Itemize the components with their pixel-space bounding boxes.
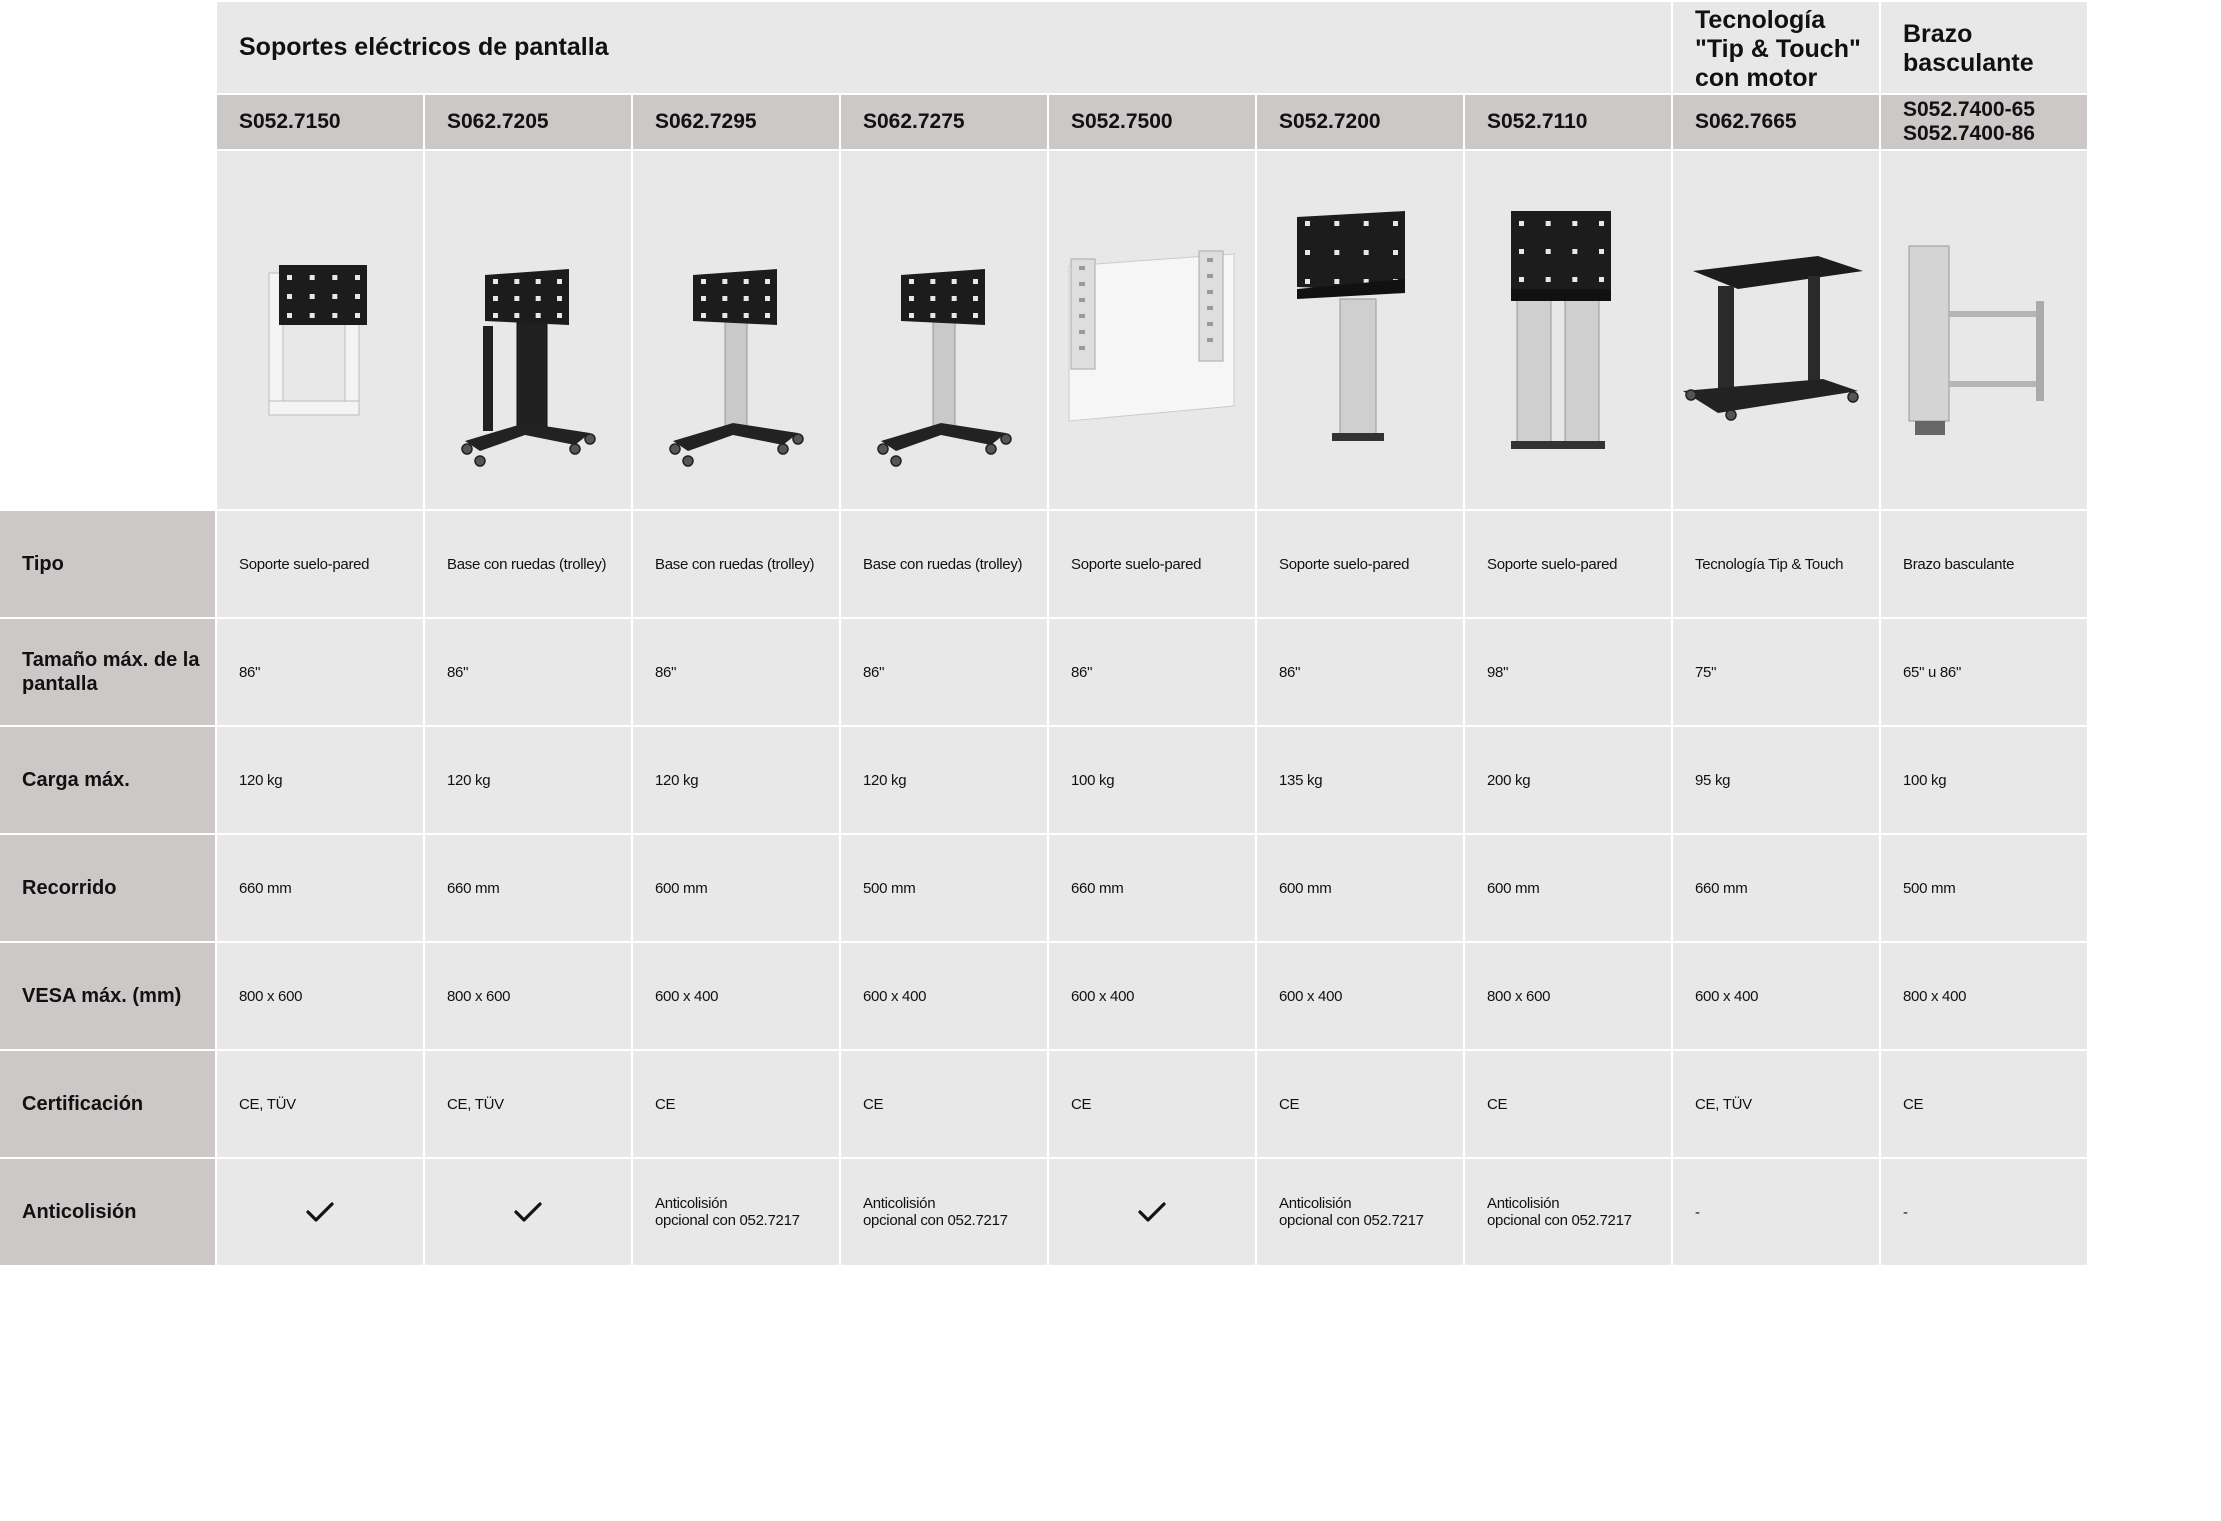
spec-value: [1673, 619, 1879, 725]
product-image: [425, 151, 631, 509]
spec-value: [1465, 619, 1671, 725]
group-header-label: Soportes eléctricos de pantalla: [239, 33, 609, 61]
spec-value-text: CE: [1487, 1095, 1508, 1113]
trolley-stand-icon: [425, 151, 631, 509]
spec-value-text: 100 kg: [1903, 771, 1947, 789]
spec-value: [217, 1051, 423, 1157]
spec-value: [633, 511, 839, 617]
model-number: [1257, 95, 1463, 149]
spec-value: [841, 835, 1047, 941]
spec-value-text: 660 mm: [1071, 879, 1124, 897]
spec-value-text: Base con ruedas (trolley): [655, 555, 815, 573]
spec-value: [1881, 943, 2087, 1049]
row-label-text: VESA máx. (mm): [22, 985, 182, 1007]
spec-value: [1257, 511, 1463, 617]
spec-value-text: 800 x 600: [1487, 987, 1551, 1005]
spec-value: [1465, 1051, 1671, 1157]
spec-value: [1049, 619, 1255, 725]
spec-value: [1049, 1051, 1255, 1157]
spec-value: [1881, 727, 2087, 833]
spec-value-text: 600 mm: [1279, 879, 1332, 897]
spec-value: [1465, 511, 1671, 617]
spec-value-text: Anticolisión opcional con 052.7217: [655, 1195, 800, 1229]
spec-value: [217, 511, 423, 617]
spec-value-text: CE, TÜV: [447, 1095, 504, 1113]
model-number: [1049, 95, 1255, 149]
spec-value: [633, 619, 839, 725]
product-image: [633, 151, 839, 509]
spec-value: [1257, 835, 1463, 941]
spec-value: [1465, 727, 1671, 833]
product-image: [1673, 151, 1879, 509]
model-number: [425, 95, 631, 149]
spec-value-text: Anticolisión opcional con 052.7217: [1487, 1195, 1632, 1229]
spec-value-text: 200 kg: [1487, 771, 1531, 789]
spec-value-text: 86": [655, 663, 677, 681]
row-label: [0, 511, 215, 617]
spec-value: [1673, 511, 1879, 617]
spec-value-text: 500 mm: [1903, 879, 1956, 897]
row-label-text: Carga máx.: [22, 769, 130, 791]
spec-value-text: 86": [447, 663, 469, 681]
row-label-text: Tipo: [22, 553, 64, 575]
checkmark-cell: [425, 1159, 631, 1265]
group-header: [1881, 2, 2087, 93]
floor-wall-stand-icon: [217, 151, 423, 509]
model-number: [1673, 95, 1879, 149]
spec-value: [1257, 619, 1463, 725]
spec-value-text: 86": [1071, 663, 1093, 681]
model-number-label: S062.7295: [655, 110, 757, 133]
group-header-label: Brazo basculante: [1903, 20, 2034, 77]
spec-value-text: Base con ruedas (trolley): [863, 555, 1023, 573]
row-label-text: Recorrido: [22, 877, 117, 899]
row-label: [0, 1159, 215, 1265]
spec-value-text: 800 x 600: [239, 987, 303, 1005]
spec-value: [1881, 1159, 2087, 1265]
spec-value-text: 120 kg: [239, 771, 283, 789]
spec-value-text: 86": [863, 663, 885, 681]
product-image: [841, 151, 1047, 509]
model-number-label: S052.7150: [239, 110, 341, 133]
floor-wall-column-icon: [1257, 151, 1463, 509]
spec-value: [1257, 727, 1463, 833]
checkmark-cell: [217, 1159, 423, 1265]
model-number: [633, 95, 839, 149]
trolley-stand-icon: [633, 151, 839, 509]
model-number-label: S062.7275: [863, 110, 965, 133]
spec-value: [1673, 1159, 1879, 1265]
spec-value: [217, 943, 423, 1049]
spec-value-text: Brazo basculante: [1903, 555, 2015, 573]
spec-value: [841, 619, 1047, 725]
spec-value: [841, 727, 1047, 833]
spec-value-text: Anticolisión opcional con 052.7217: [1279, 1195, 1424, 1229]
spec-value-text: 600 x 400: [863, 987, 927, 1005]
model-number: [1465, 95, 1671, 149]
spec-value-text: 86": [239, 663, 261, 681]
model-number-label: S052.7200: [1279, 110, 1381, 133]
floor-wall-double-column-icon: [1465, 151, 1671, 509]
spec-value-text: 100 kg: [1071, 771, 1115, 789]
spec-value-text: 65" u 86": [1903, 663, 1961, 681]
spec-value: [1881, 511, 2087, 617]
spec-value-text: Soporte suelo-pared: [1279, 555, 1410, 573]
spec-value-text: Tecnología Tip & Touch: [1695, 555, 1844, 573]
spec-value: [1257, 1051, 1463, 1157]
spec-value: [1673, 943, 1879, 1049]
model-number: [841, 95, 1047, 149]
spec-value: [1049, 835, 1255, 941]
spec-value-text: 95 kg: [1695, 771, 1731, 789]
spec-value-text: CE: [863, 1095, 884, 1113]
spec-value: [1257, 1159, 1463, 1265]
product-image: [1257, 151, 1463, 509]
tip-touch-table-icon: [1673, 151, 1879, 509]
spec-value: [1049, 511, 1255, 617]
spec-value: [425, 727, 631, 833]
checkmark-icon: [305, 1200, 335, 1224]
spec-value: [633, 727, 839, 833]
spec-value: [425, 835, 631, 941]
product-image: [217, 151, 423, 509]
tilting-arm-icon: [1881, 151, 2087, 509]
spec-value: [1881, 1051, 2087, 1157]
spec-value-text: 600 x 400: [1279, 987, 1343, 1005]
spec-value-text: Base con ruedas (trolley): [447, 555, 607, 573]
model-number: [1881, 95, 2087, 149]
group-header: [217, 2, 1671, 93]
spec-value-text: Soporte suelo-pared: [1487, 555, 1618, 573]
spec-value: [841, 1159, 1047, 1265]
spec-value: [1465, 835, 1671, 941]
product-image: [1049, 151, 1255, 509]
checkmark-icon: [1137, 1200, 1167, 1224]
checkmark-icon: [513, 1200, 543, 1224]
model-number-label: S052.7500: [1071, 110, 1173, 133]
spec-value: [217, 835, 423, 941]
spec-value-text: CE: [1903, 1095, 1924, 1113]
row-label-text: Anticolisión: [22, 1201, 137, 1223]
product-image: [1465, 151, 1671, 509]
spec-value-text: CE: [1279, 1095, 1300, 1113]
spec-value: [217, 619, 423, 725]
row-label-text: Certificación: [22, 1093, 144, 1115]
spec-value-text: CE, TÜV: [1695, 1095, 1752, 1113]
spec-value-text: 660 mm: [447, 879, 500, 897]
group-header-label: Tecnología "Tip & Touch" con motor: [1695, 6, 1861, 92]
spec-value: [1881, 835, 2087, 941]
spec-value: [425, 943, 631, 1049]
spec-value-text: CE: [1071, 1095, 1092, 1113]
row-label: [0, 1051, 215, 1157]
row-label: [0, 835, 215, 941]
spec-value-text: CE, TÜV: [239, 1095, 296, 1113]
spec-value: [1049, 943, 1255, 1049]
product-image: [1881, 151, 2087, 509]
spec-value-text: 98": [1487, 663, 1509, 681]
spec-value-text: Anticolisión opcional con 052.7217: [863, 1195, 1008, 1229]
spec-value: [1673, 1051, 1879, 1157]
spec-value: [217, 727, 423, 833]
spec-value-text: 600 x 400: [655, 987, 719, 1005]
checkmark-cell: [1049, 1159, 1255, 1265]
model-number-label: S052.7110: [1487, 110, 1588, 133]
spec-value: [1049, 727, 1255, 833]
model-number-label: S062.7665: [1695, 110, 1797, 133]
spec-value: [425, 1051, 631, 1157]
spec-value-text: 120 kg: [863, 771, 907, 789]
spec-value-text: 500 mm: [863, 879, 916, 897]
spec-value: [425, 619, 631, 725]
spec-value-text: 800 x 400: [1903, 987, 1967, 1005]
spec-value-text: Soporte suelo-pared: [239, 555, 370, 573]
spec-value-text: -: [1903, 1203, 1908, 1221]
spec-value-text: 600 mm: [655, 879, 708, 897]
spec-value: [1673, 727, 1879, 833]
spec-value-text: 120 kg: [655, 771, 699, 789]
spec-value-text: 600 mm: [1487, 879, 1540, 897]
spec-value-text: 660 mm: [239, 879, 292, 897]
spec-value-text: 75": [1695, 663, 1717, 681]
spec-value-text: 660 mm: [1695, 879, 1748, 897]
spec-value: [1257, 943, 1463, 1049]
spec-value: [1881, 619, 2087, 725]
spec-value: [633, 943, 839, 1049]
spec-value: [841, 1051, 1047, 1157]
wall-lift-icon: [1049, 151, 1255, 509]
model-number: [217, 95, 423, 149]
spec-value-text: 800 x 600: [447, 987, 511, 1005]
spec-value-text: 120 kg: [447, 771, 491, 789]
trolley-stand-icon: [841, 151, 1047, 509]
spec-value-text: 600 x 400: [1071, 987, 1135, 1005]
row-label-text: Tamaño máx. de la pantalla: [22, 649, 200, 695]
spec-value-text: CE: [655, 1095, 676, 1113]
spec-value: [633, 835, 839, 941]
spec-value: [633, 1051, 839, 1157]
spec-value: [1465, 943, 1671, 1049]
spec-value-text: Soporte suelo-pared: [1071, 555, 1202, 573]
spec-value-text: 86": [1279, 663, 1301, 681]
model-number-label: S062.7205: [447, 110, 549, 133]
spec-value: [1673, 835, 1879, 941]
group-header: [1673, 2, 1879, 93]
row-label: [0, 727, 215, 833]
row-label: [0, 619, 215, 725]
spec-value: [841, 943, 1047, 1049]
spec-value: [633, 1159, 839, 1265]
spec-value-text: 135 kg: [1279, 771, 1323, 789]
spec-value-text: -: [1695, 1203, 1700, 1221]
spec-value: [1465, 1159, 1671, 1265]
spec-value-text: 600 x 400: [1695, 987, 1759, 1005]
model-number-label: S052.7400-65 S052.7400-86: [1903, 98, 2035, 145]
spec-value: [841, 511, 1047, 617]
spec-value: [425, 511, 631, 617]
row-label: [0, 943, 215, 1049]
